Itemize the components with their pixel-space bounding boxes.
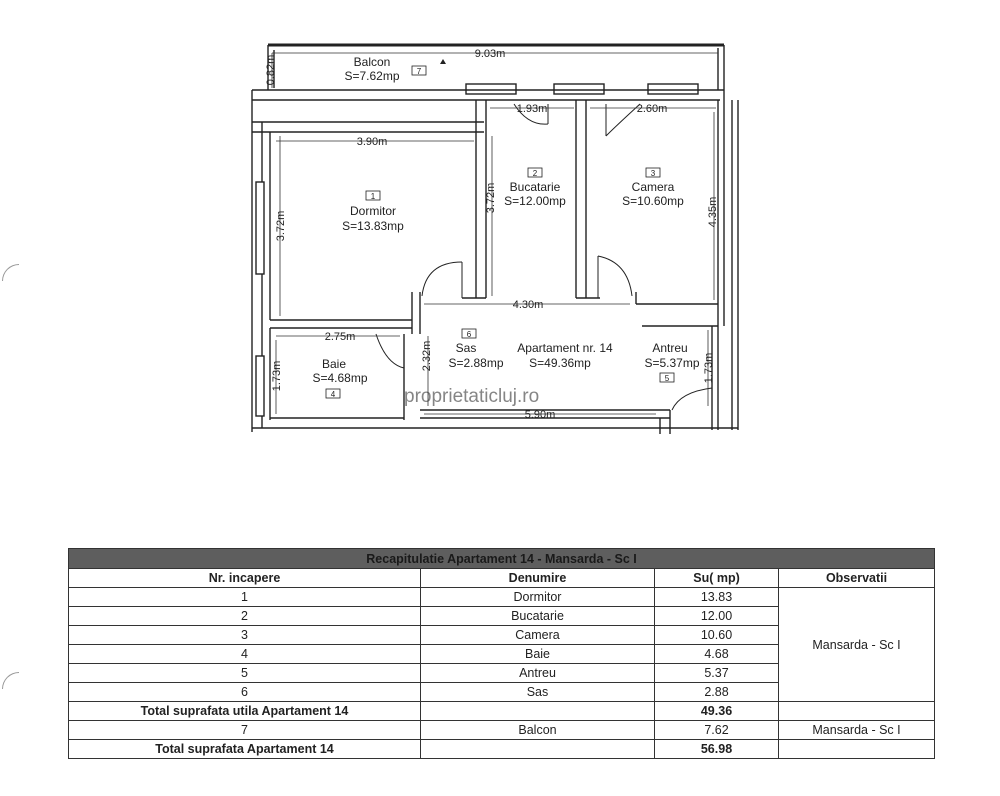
room-name-balcon: Balcon <box>353 55 391 69</box>
cell-name: Sas <box>421 683 655 702</box>
room-name-dormitor: Dormitor <box>349 204 397 218</box>
room-area-balcon: S=7.62mp <box>344 69 400 83</box>
cell-name: Baie <box>421 645 655 664</box>
cell-su: 7.62 <box>655 721 779 740</box>
header-observatii: Observatii <box>779 569 935 588</box>
cell-su: 13.83 <box>655 588 779 607</box>
room-name-camera: Camera <box>631 180 675 194</box>
dim-antreu-height: 1.73m <box>703 352 715 384</box>
cell-name: Dormitor <box>421 588 655 607</box>
table-row <box>69 588 935 607</box>
cell-observatii: Mansarda - Sc I <box>779 721 935 740</box>
total-utila-obs <box>779 702 935 721</box>
room-nr-sas: 6 <box>466 330 472 339</box>
dim-kitchen-height: 3.72m <box>485 182 497 214</box>
room-area-camera: S=10.60mp <box>622 194 684 208</box>
room-area-sas: S=2.88mp <box>448 356 504 370</box>
cell-name: Antreu <box>421 664 655 683</box>
cell-nr: 2 <box>69 607 421 626</box>
cell-name: Camera <box>421 626 655 645</box>
cell-su: 4.68 <box>655 645 779 664</box>
dim-hall-width: 4.30m <box>512 299 544 311</box>
cell-name: Balcon <box>421 721 655 740</box>
cell-nr: 7 <box>69 721 421 740</box>
balcon-row <box>69 721 935 740</box>
watermark: proprietaticluj.ro <box>404 386 540 407</box>
cell-su: 2.88 <box>655 683 779 702</box>
dim-dormitor-height: 3.72m <box>275 210 287 242</box>
apartment-label: Apartament nr. 14 <box>517 341 613 355</box>
total-utila-empty <box>421 702 655 721</box>
total-utila-value: 49.36 <box>655 702 779 721</box>
dim-sas-height: 2.32m <box>421 340 433 372</box>
room-name-bucatarie: Bucatarie <box>509 180 561 194</box>
cell-nr: 1 <box>69 588 421 607</box>
cell-nr: 4 <box>69 645 421 664</box>
room-name-sas: Sas <box>455 341 477 355</box>
header-su: Su( mp) <box>655 569 779 588</box>
total-utila-label: Total suprafata utila Apartament 14 <box>69 702 421 721</box>
room-area-bucatarie: S=12.00mp <box>504 194 566 208</box>
header-nr: Nr. incapere <box>69 569 421 588</box>
room-nr-dormitor: 1 <box>370 192 376 201</box>
room-nr-baie: 4 <box>330 390 336 399</box>
table-header-row <box>69 569 935 588</box>
room-nr-bucatarie: 2 <box>532 169 538 178</box>
cell-nr: 3 <box>69 626 421 645</box>
cell-su: 10.60 <box>655 626 779 645</box>
apartment-area: S=49.36mp <box>529 356 591 370</box>
cell-su: 12.00 <box>655 607 779 626</box>
room-nr-camera: 3 <box>650 169 656 178</box>
summary-table <box>68 548 935 759</box>
room-area-dormitor: S=13.83mp <box>342 219 404 233</box>
north-arrow-icon <box>440 59 446 64</box>
cell-su: 5.37 <box>655 664 779 683</box>
total-row <box>69 740 935 759</box>
dim-camera-height: 4.35m <box>707 196 719 228</box>
dim-camera-width: 2.60m <box>636 103 668 115</box>
cell-nr: 5 <box>69 664 421 683</box>
header-denumire: Denumire <box>421 569 655 588</box>
total-obs <box>779 740 935 759</box>
dim-baie-height: 1.73m <box>271 360 283 392</box>
table-title-row <box>69 549 935 569</box>
room-name-antreu: Antreu <box>652 341 688 355</box>
total-label: Total suprafata Apartament 14 <box>69 740 421 759</box>
cell-name: Bucatarie <box>421 607 655 626</box>
total-empty <box>421 740 655 759</box>
table-title: Recapitulatie Apartament 14 - Mansarda - Sc I <box>69 549 935 569</box>
dim-balcony-depth: 0.82m <box>265 54 277 86</box>
room-area-baie: S=4.68mp <box>312 371 368 385</box>
room-nr-antreu: 5 <box>664 374 670 383</box>
dim-dormitor-width: 3.90m <box>356 136 388 148</box>
room-name-baie: Baie <box>321 357 347 371</box>
cell-nr: 6 <box>69 683 421 702</box>
dim-kitchen-width: 1.93m <box>516 103 548 115</box>
room-nr-balcon: 7 <box>416 67 422 76</box>
dim-bottom-width: 5.90m <box>524 409 556 421</box>
room-area-antreu: S=5.37mp <box>644 356 700 370</box>
margin-mark-bottom <box>2 672 19 689</box>
dim-baie-width: 2.75m <box>324 331 356 343</box>
total-value: 56.98 <box>655 740 779 759</box>
total-utila-row <box>69 702 935 721</box>
cell-observatii-group: Mansarda - Sc I <box>779 588 935 702</box>
dim-overall-width: 9.03m <box>474 48 506 60</box>
